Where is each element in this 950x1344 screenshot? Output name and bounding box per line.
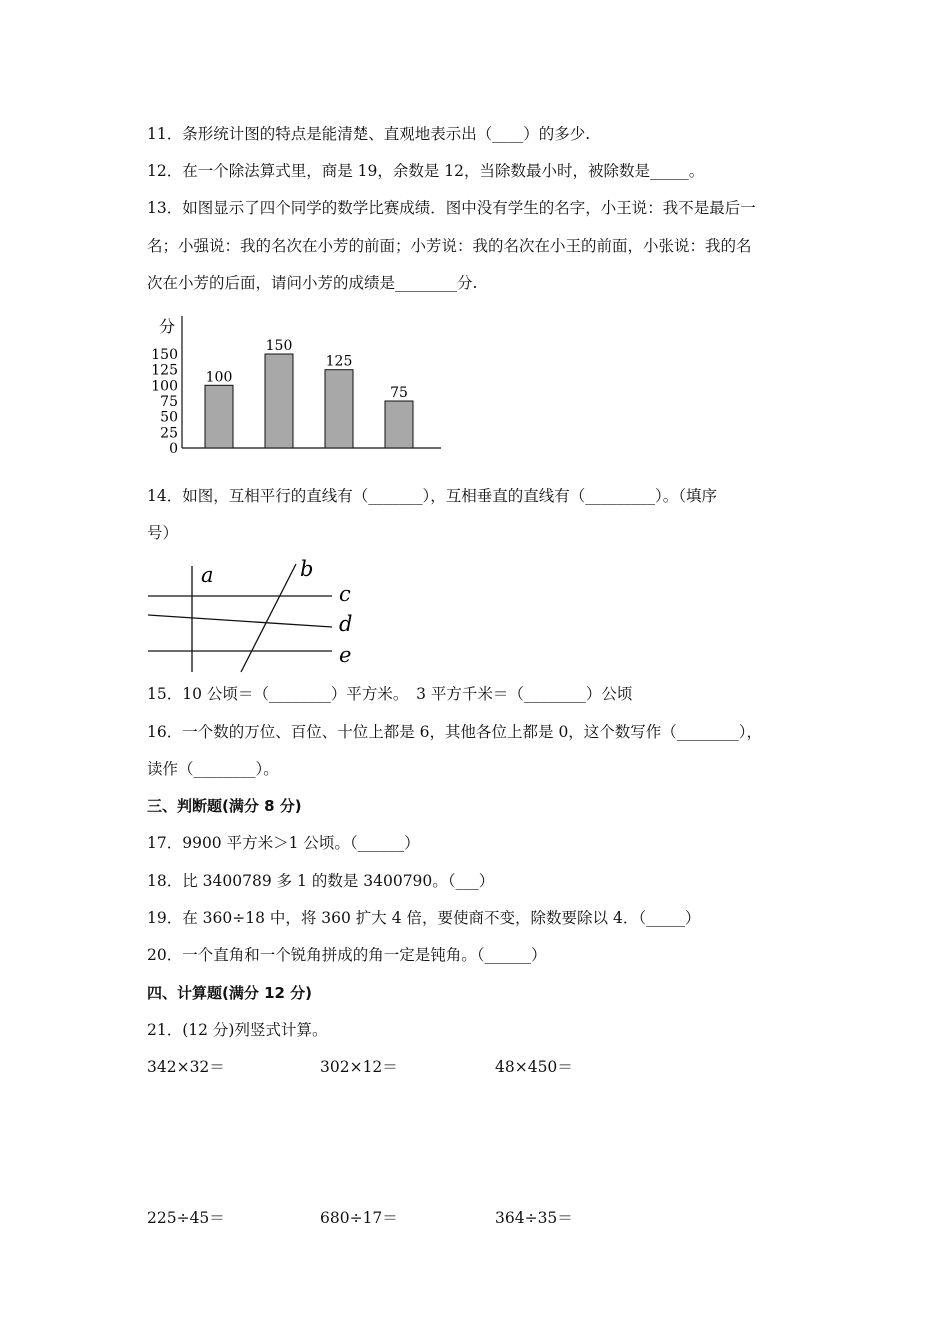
y-axis-ticks: [151, 347, 178, 457]
question-13-line-3: 次在小芳的后面，请问小芳的成绩是________分.: [147, 274, 478, 292]
y-tick-label: 125: [151, 362, 178, 379]
bar: [205, 385, 233, 448]
bar: [385, 401, 413, 448]
section-3-title: 三、判断题(满分 8 分): [147, 797, 302, 815]
y-tick-label: 150: [151, 347, 178, 363]
calc-item: 342×32＝: [147, 1058, 225, 1076]
y-tick-label: 75: [160, 394, 178, 410]
calc-item: 225÷45＝: [147, 1209, 225, 1227]
question-13-line-1: 13．如图显示了四个同学的数学比赛成绩．图中没有学生的名字，小王说：我不是最后一: [147, 199, 756, 217]
question-14-line-2: 号）: [147, 524, 179, 542]
bars: [205, 338, 413, 448]
question-14-line-1: 14．如图，互相平行的直线有（_______），互相垂直的直线有（_________）。（填序: [147, 487, 717, 505]
bar-value-label: 150: [265, 338, 293, 354]
question-11: 11．条形统计图的特点是能清楚、直观地表示出（____）的多少.: [147, 125, 591, 143]
bar-value-label: 125: [325, 353, 353, 370]
question-15: 15．10 公顷＝（________）平方米。 3 平方千米＝（________）公顷: [147, 685, 633, 703]
calc-item: 680÷17＝: [320, 1209, 398, 1227]
question-12: 12．在一个除法算式里，商是 19，余数是 12，当除数最小时，被除数是_____。: [147, 162, 705, 180]
y-tick-label: 50: [160, 409, 178, 426]
label-d: d: [339, 612, 353, 636]
question-20: 20．一个直角和一个锐角拼成的角一定是钝角。（______）: [147, 946, 547, 964]
lines-figure: [145, 556, 370, 676]
calc-item: 48×450＝: [495, 1058, 573, 1076]
label-c: c: [339, 582, 351, 606]
label-a: a: [201, 563, 214, 587]
question-17: 17．9900 平方米＞1 公顷。（______）: [147, 834, 420, 852]
label-e: e: [339, 643, 352, 667]
chart-ylabel: 分: [159, 317, 176, 336]
question-13-line-2: 名；小强说：我的名次在小芳的前面；小芳说：我的名次在小王的前面，小张说：我的名: [147, 237, 752, 255]
bar-value-label: 75: [390, 385, 408, 401]
y-tick-label: 0: [169, 441, 178, 457]
question-19: 19．在 360÷18 中，将 360 扩大 4 倍，要使商不变，除数要除以 4．（_____）: [147, 909, 701, 927]
section-4-title: 四、计算题(满分 12 分): [147, 984, 313, 1002]
question-16-line-1: 16．一个数的万位、百位、十位上都是 6，其他各位上都是 0，这个数写作（________），: [147, 723, 763, 741]
label-b: b: [300, 557, 314, 581]
question-21: 21．(12 分)列竖式计算。: [147, 1021, 328, 1039]
bar: [265, 354, 293, 448]
calc-item: 302×12＝: [320, 1058, 398, 1076]
calc-item: 364÷35＝: [495, 1209, 573, 1227]
y-tick-label: 25: [160, 425, 178, 442]
question-18: 18．比 3400789 多 1 的数是 3400790。（___）: [147, 872, 495, 890]
line-d: [148, 615, 332, 627]
bar-value-label: 100: [205, 369, 233, 386]
question-16-line-2: 读作（________）。: [147, 760, 279, 778]
score-bar-chart: [145, 312, 455, 460]
bar: [325, 370, 353, 448]
line-b: [241, 564, 296, 672]
y-tick-label: 100: [151, 378, 178, 395]
